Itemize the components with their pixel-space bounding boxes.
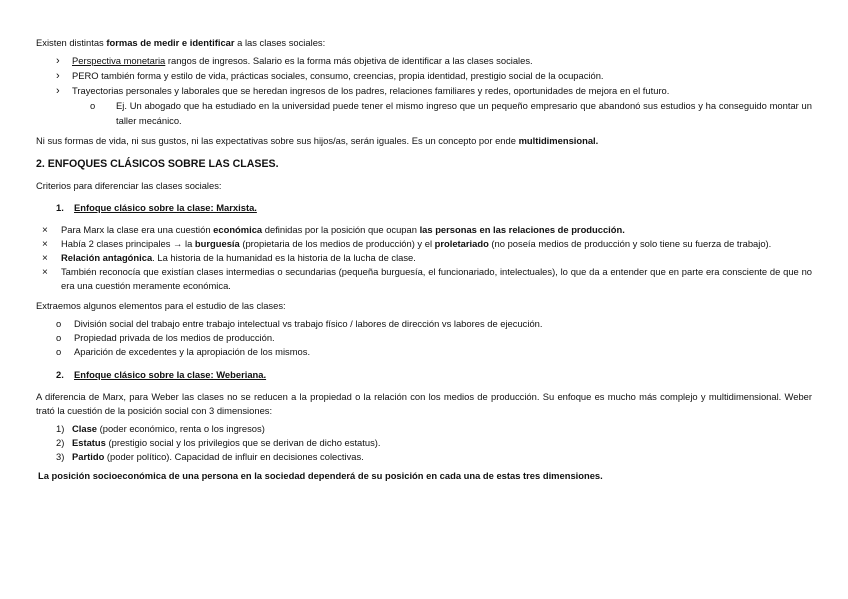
subsection-heading-marxista [56,201,812,215]
arrow-item [56,84,812,127]
item-text: Ej. Un abogado que ha estudiado en la universidad puede tener el mismo ingreso que un pequeño empresario que abandonó sus estudios y ha conseguido montar un taller mecánico. [116,100,812,126]
item-text: También reconocía que existían clases intermedias o secundarias (pequeña burguesía, el funcionariado, intelectuales), lo que da a entender que en parte era consciente de que no era una cuestión meramente económica. [61,266,812,292]
bold-term: burguesía [194,237,240,249]
dimensiones-list [36,422,812,464]
intro-text: Existen distintas [36,37,107,48]
elemento-item: o Aparición de excedentes y la apropiación de los mismos. [56,345,812,359]
arrow-list [36,54,812,128]
item-text: (poder económico, renta o los ingresos) [97,423,265,435]
bold-term: Estatus [72,437,106,449]
intro-paragraph [36,36,812,50]
item-number: 2) [56,437,65,449]
dimension-item [56,436,812,450]
elemento-item: o Propiedad privada de los medios de producción. [56,331,812,345]
item-text: (prestigio social y los privilegios que se derivan de dicho estatus). [105,437,381,449]
item-text: . La historia de la humanidad es la historia de la lucha de clase. [152,252,416,264]
item-text: Había 2 clases principales → la [61,237,195,249]
elementos-list [36,317,812,359]
intro-text-end: a las clases sociales: [234,37,326,48]
heading-number: 2. [56,368,64,380]
sub-item [90,99,812,127]
marx-item [36,237,812,251]
marx-item [36,251,812,265]
marx-item [36,265,812,293]
item-text: (no poseía medios de producción y solo tiene su fuerza de trabajo). [488,237,772,249]
sub-list [72,99,812,127]
criterios-text: Criterios para diferenciar las clases sociales: [36,179,222,191]
elemento-item: o División social del trabajo entre trabajo intelectual vs trabajo físico / labores de dirección vs labores de ejecución. [56,317,812,331]
conclusion-text: La posición socioeconómica de una persona en la sociedad dependerá de su posición en cada una de estas tres dimensiones. [38,469,603,481]
paragraph-text: Ni sus formas de vida, ni sus gustos, ni las expectativas sobre sus hijos/as, serán iguales. Es un concepto por ende [36,134,519,146]
bold-term: multidimensional. [518,134,599,146]
section-heading: 2. ENFOQUES CLÁSICOS SOBRE LAS CLASES. [36,157,279,170]
bold-term: Relación antagónica [61,252,153,264]
bold-term: proletariado [434,237,489,249]
bold-term: las personas en las relaciones de producción. [419,223,625,235]
item-text: PERO también forma y estilo de vida, prácticas sociales, consumo, creencias, propia identidad, prestigio social de la ocupación. [72,70,604,82]
arrow-item [56,69,812,83]
weber-paragraph: A diferencia de Marx, para Weber las clases no se reducen a la propiedad o la relación con los medios de producción. Su enfoque es mucho más complejo y multidimensional. Weber trató la cuestión de la posición social con 3 dimensiones: [36,390,812,417]
heading-title: Enfoque clásico sobre la clase: Marxista. [74,201,257,213]
item-number: 3) [56,451,65,463]
subsection-heading-weberiana [56,368,812,382]
item-text: (poder político). Capacidad de influir en decisiones colectivas. [104,451,364,463]
item-text: Para Marx la clase era una cuestión [61,223,214,235]
bold-term: Partido [72,451,105,463]
arrow-item [56,54,812,68]
intro-bold: formas de medir e identificar [106,37,235,48]
dimension-item [56,422,812,436]
underlined-term: Perspectiva monetaria [72,55,166,67]
bold-term: Clase [72,423,98,435]
heading-number: 1. [56,201,64,213]
item-number: 1) [56,423,65,435]
item-text: (propietaria de los medios de producción) y el [239,237,435,249]
item-text: definidas por la posición que ocupan [262,223,420,235]
dimension-item [56,450,812,464]
item-text: rangos de ingresos. Salario es la forma más objetiva de identificar a las clases sociales. [165,55,533,67]
multidimensional-paragraph [36,134,812,148]
marx-item [36,223,812,237]
bold-term: económica [213,223,263,235]
extraemos-text: Extraemos algunos elementos para el estudio de las clases: [36,300,286,312]
item-text: Trayectorias personales y laborales que se heredan ingresos de los padres, relaciones familiares y redes, oportunidades de mejora en el futuro. [72,85,670,97]
marx-list [36,223,812,294]
document-page [36,36,812,483]
heading-title: Enfoque clásico sobre la clase: Weberiana. [74,368,267,380]
